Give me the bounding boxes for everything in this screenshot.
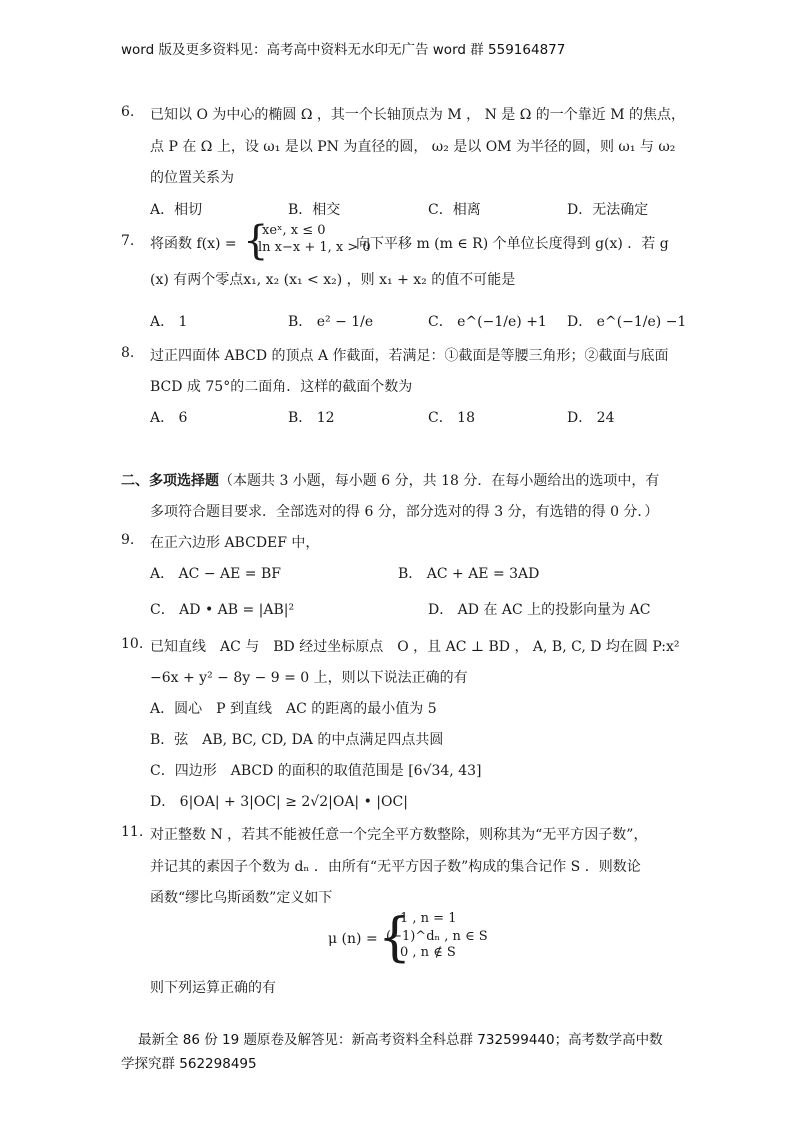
option-d: D． 6|OA| + 3|OC| ≥ 2√2|OA| • |OC| <box>150 794 408 810</box>
question-text: BCD 成 75°的二面角．这样的截面个数为 <box>150 379 413 395</box>
question-number: 10. <box>121 636 144 652</box>
option-d: D． e^(−1/e) −1 <box>567 314 687 330</box>
piecewise-case-1: xeˣ, x ≤ 0 <box>262 223 326 238</box>
question-text: 对正整数 N ，若其不能被任意一个完全平方数整除，则称其为“无平方因子数”， <box>150 827 648 843</box>
option-b: B．相交 <box>288 202 341 218</box>
question-text: 向下平移 m (m ∈ R) 个单位长度得到 g(x) ．若 g <box>356 236 669 252</box>
left-brace: { <box>378 908 412 968</box>
function-lhs: μ (n) = <box>328 931 378 947</box>
question-text: 函数“缪比乌斯函数”定义如下 <box>150 890 333 906</box>
question-text: 已知以 O 为中心的椭圆 Ω ，其一个长轴顶点为 M ， N 是 Ω 的一个靠近 M 的焦点， <box>150 107 686 123</box>
option-c: C． 18 <box>428 410 475 426</box>
option-b: B． e² − 1/e <box>288 314 374 330</box>
left-brace: { <box>243 218 269 264</box>
page-footer-line-2: 学探究群 562298495 <box>121 1056 257 1072</box>
option-b: B． 12 <box>288 410 335 426</box>
question-text: 过正四面体 ABCD 的顶点 A 作截面，若满足：①截面是等腰三角形；②截面与底面 <box>150 348 669 364</box>
question-text: 并记其的素因子个数为 dₙ ．由所有“无平方因子数”构成的集合记作 S ．则数论 <box>150 859 641 875</box>
question-number: 7. <box>121 233 135 249</box>
option-b: B． AC + AE = 3AD <box>398 566 540 582</box>
question-text: −6x + y² − 8y − 9 = 0 上，则以下说法正确的有 <box>150 670 468 686</box>
function-prefix: 将函数 f(x) = <box>150 236 237 252</box>
question-number: 8. <box>121 345 135 361</box>
section-instructions: （本题共 3 小题，每小题 6 分，共 18 分．在每小题给出的选项中，有 <box>219 473 660 489</box>
option-a: A． AC − AE = BF <box>150 566 281 582</box>
question-text: 点 P 在 Ω 上，设 ω₁ 是以 PN 为直径的圆， ω₂ 是以 OM 为半径的圆，则 ω₁ 与 ω₂ <box>150 139 676 155</box>
option-a: A．相切 <box>150 202 203 218</box>
question-text: 则下列运算正确的有 <box>150 980 276 996</box>
option-c: C． AD • AB = |AB|² <box>150 602 295 618</box>
option-d: D． 24 <box>567 410 615 426</box>
piecewise-case-3: 0 , n ∉ S <box>400 945 456 960</box>
page-footer-line-1: 最新全 86 份 19 题原卷及解答见：新高考资料全科总群 732599440；高考数学高中数 <box>138 1032 663 1048</box>
option-d: D． AD 在 AC 上的投影向量为 AC <box>428 602 651 618</box>
piecewise-case-2: (−1)^dₙ , n ∈ S <box>386 929 488 944</box>
question-text: 已知直线 AC 与 BD 经过坐标原点 O ，且 AC ⊥ BD ， A, B, C, D 均在圆 P:x² <box>150 639 680 655</box>
option-c: C．相离 <box>428 202 481 218</box>
question-text: 在正六边形 ABCDEF 中， <box>150 535 320 551</box>
section-title: 二、多项选择题 <box>121 473 219 489</box>
question-text: (x) 有两个零点x₁, x₂ (x₁ < x₂) ，则 x₁ + x₂ 的值不可能是 <box>150 272 516 288</box>
page-header: word 版及更多资料见：高考高中资料无水印无广告 word 群 559164877 <box>121 42 566 58</box>
option-a: A． 6 <box>150 410 188 426</box>
option-a: A． 1 <box>150 314 188 330</box>
question-number: 6. <box>121 104 135 120</box>
option-a: A．圆心 P 到直线 AC 的距离的最小值为 5 <box>150 701 437 717</box>
question-text: 的位置关系为 <box>150 170 234 186</box>
question-number: 9. <box>121 532 135 548</box>
option-c: C．四边形 ABCD 的面积的取值范围是 [6√34, 43] <box>150 763 482 779</box>
option-c: C． e^(−1/e) +1 <box>428 314 547 330</box>
piecewise-case-2: ln x−x + 1, x > 0 <box>258 240 371 255</box>
piecewise-case-1: 1 , n = 1 <box>400 911 457 926</box>
section-line-1 <box>121 470 659 490</box>
option-b: B．弦 AB, BC, CD, DA 的中点满足四点共圆 <box>150 732 444 748</box>
question-number: 11. <box>121 824 144 840</box>
option-d: D．无法确定 <box>567 202 649 218</box>
section-instructions: 多项符合题目要求．全部选对的得 6 分，部分选对的得 3 分，有选错的得 0 分．） <box>150 504 659 520</box>
